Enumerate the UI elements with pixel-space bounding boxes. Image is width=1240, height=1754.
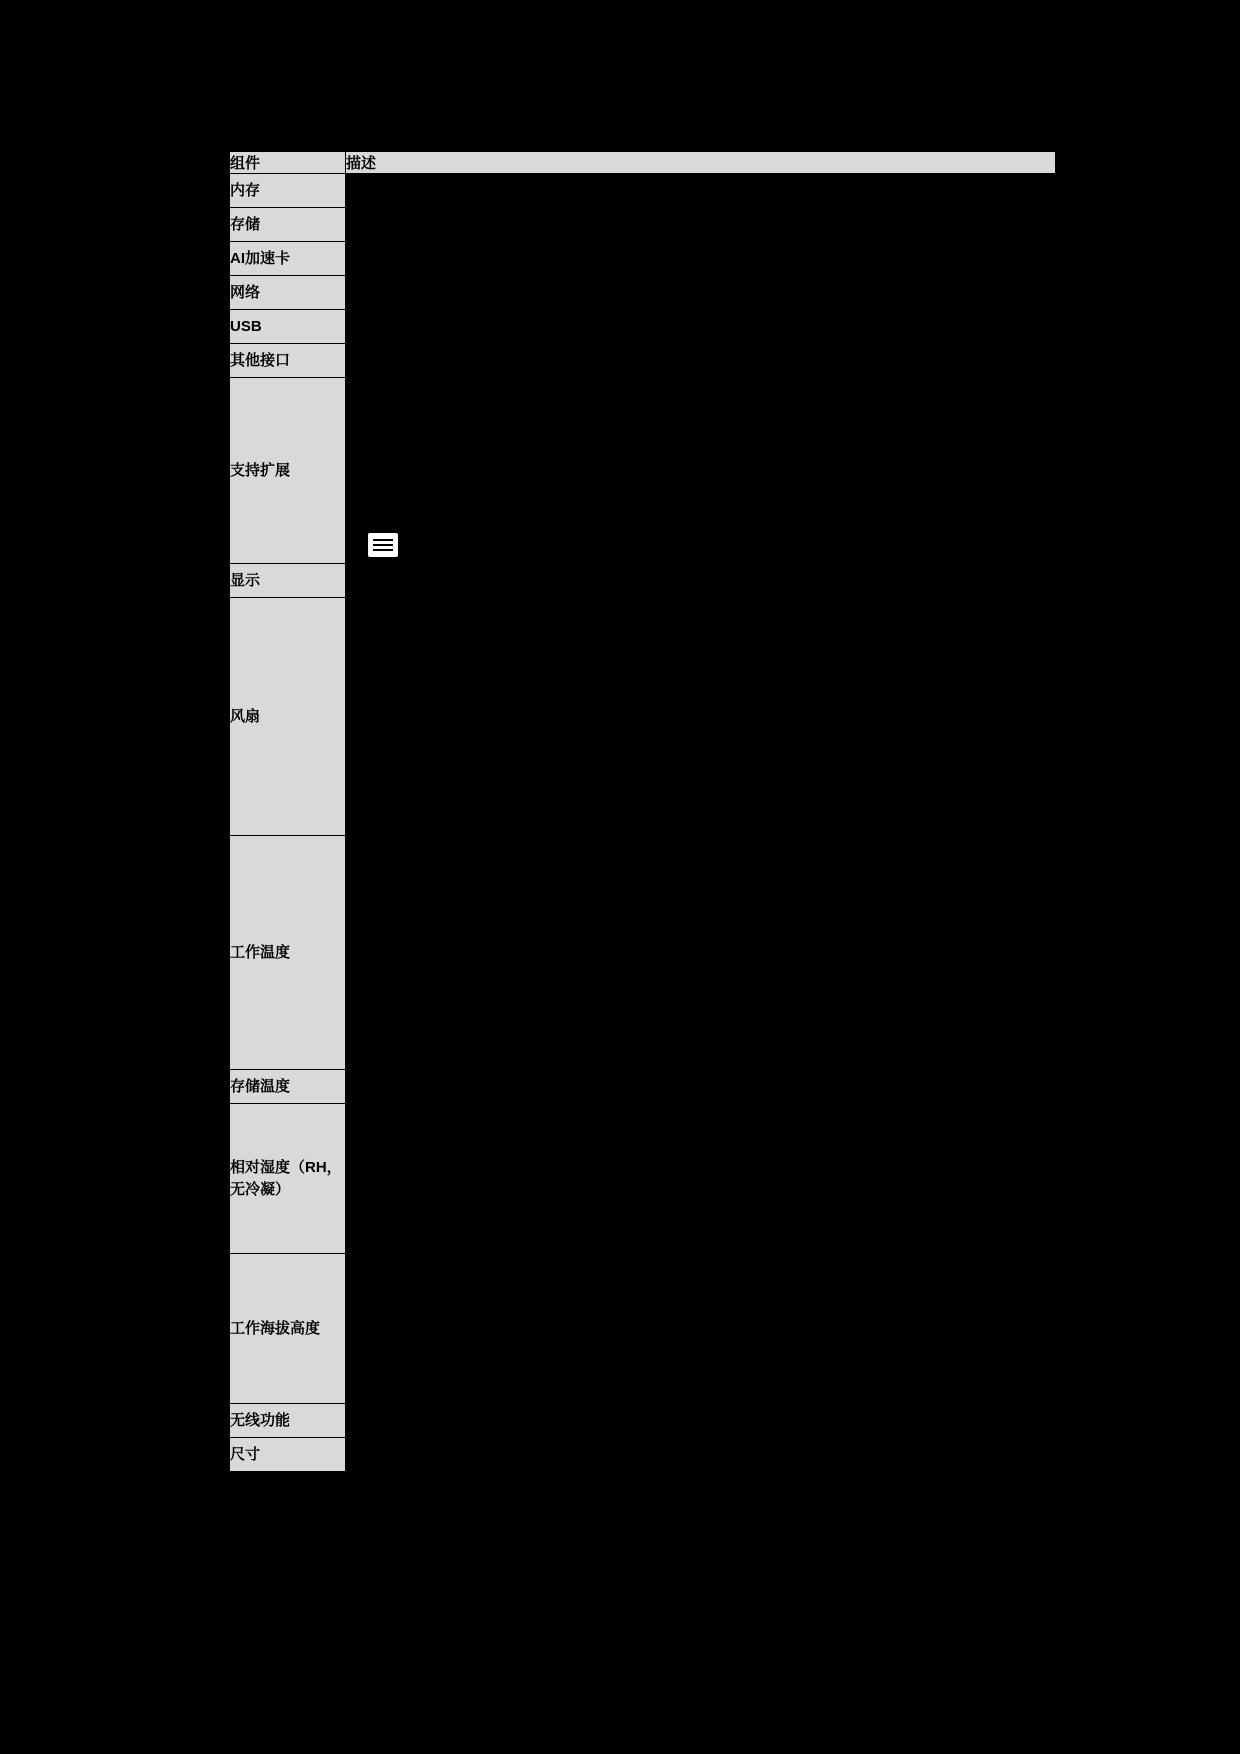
row-desc-operating-temperature <box>346 836 1056 1070</box>
table-row <box>230 1070 1056 1104</box>
row-label-storage: 存储 <box>230 208 346 242</box>
row-label-wireless: 无线功能 <box>230 1404 346 1438</box>
table-row <box>230 1438 1056 1472</box>
row-desc-network <box>346 276 1056 310</box>
table-row <box>230 378 1056 564</box>
row-label-display: 显示 <box>230 564 346 598</box>
row-label-network: 网络 <box>230 276 346 310</box>
row-desc-usb <box>346 310 1056 344</box>
row-label-memory: 内存 <box>230 174 346 208</box>
table-row <box>230 564 1056 598</box>
row-label-ai-accelerator-card: AI加速卡 <box>230 242 346 276</box>
table-row <box>230 598 1056 836</box>
table-row <box>230 276 1056 310</box>
row-desc-fan <box>346 598 1056 836</box>
row-desc-other-interfaces <box>346 344 1056 378</box>
row-desc-dimensions <box>346 1438 1056 1472</box>
row-label-usb: USB <box>230 310 346 344</box>
table-header-row <box>230 152 1056 174</box>
row-label-supported-expansion: 支持扩展 <box>230 378 346 564</box>
row-desc-wireless <box>346 1404 1056 1438</box>
icon-line-1 <box>373 539 393 541</box>
row-desc-supported-expansion <box>346 378 1056 564</box>
table-row <box>230 208 1056 242</box>
row-desc-operating-altitude <box>346 1254 1056 1404</box>
row-label-operating-altitude: 工作海拔高度 <box>230 1254 346 1404</box>
row-label-operating-temperature: 工作温度 <box>230 836 346 1070</box>
table-row <box>230 174 1056 208</box>
specification-table <box>229 151 1056 1472</box>
table-row <box>230 344 1056 378</box>
row-label-other-interfaces: 其他接口 <box>230 344 346 378</box>
table-row <box>230 1404 1056 1438</box>
row-label-storage-temperature: 存储温度 <box>230 1070 346 1104</box>
table-header-description: 描述 <box>346 152 1056 174</box>
row-desc-memory <box>346 174 1056 208</box>
icon-line-2 <box>373 544 393 546</box>
table-row <box>230 242 1056 276</box>
row-label-fan: 风扇 <box>230 598 346 836</box>
row-desc-display <box>346 564 1056 598</box>
icon-line-3 <box>373 549 393 551</box>
table-row <box>230 836 1056 1070</box>
row-label-dimensions: 尺寸 <box>230 1438 346 1472</box>
table-row <box>230 1254 1056 1404</box>
row-desc-storage-temperature <box>346 1070 1056 1104</box>
document-object-icon[interactable] <box>366 531 400 559</box>
table-header-component: 组件 <box>230 152 346 174</box>
table-row <box>230 1104 1056 1254</box>
row-label-relative-humidity: 相对湿度（RH，无冷凝） <box>230 1104 346 1254</box>
row-desc-storage <box>346 208 1056 242</box>
row-desc-relative-humidity <box>346 1104 1056 1254</box>
table-row <box>230 310 1056 344</box>
row-desc-ai-accelerator-card <box>346 242 1056 276</box>
